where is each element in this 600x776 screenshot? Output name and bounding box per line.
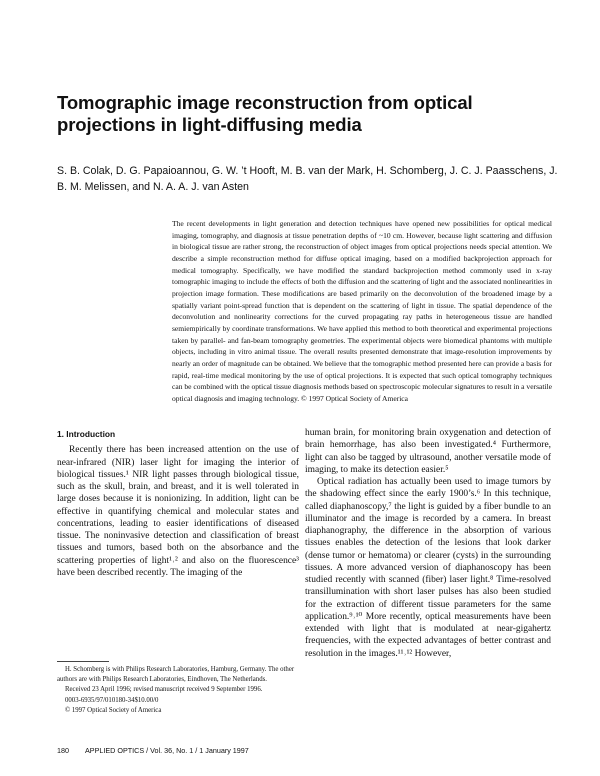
- body-paragraph: human brain, for monitoring brain oxygenation and detection of brain hemorrhage, has also been investigated.⁴ Furthermore, light can also be tagged by ultrasound, another versatile mode of imaging, to make its detection easier.⁵: [305, 428, 551, 475]
- left-column: [57, 428, 299, 579]
- running-footer: [57, 746, 357, 755]
- body-paragraph: Recently there has been increased attention on the use of near-infrared (NIR) laser light for imaging the interior of biological tissues.¹ NIR light passes through biological tissue, such as the skull, brain, and breast, and it is well tolerated in large doses because it is nonionizing. In addition, light can be effective in quantifying chemical and molecular states and concentrations, leading to easier identifications of diseased tissue. The noninvasive detection and classification of breast tissues and tumors, based both on the absorbance and the scattering properties of light¹˒² and also on the fluorescence³ have been described recently. The imaging of the: [57, 445, 299, 578]
- footnote-copyright: © 1997 Optical Society of America: [65, 706, 162, 714]
- abstract: The recent developments in light generation and detection techniques have opened new possibilities for optical medical imaging, tomography, and diagnosis at tissue penetration depths of ~10 cm. However, because light scattering and diffusion in biological tissue are rather strong, the reconstruction of object images from optical projections needs special attention. We describe a simple reconstruction method for diffuse optical imaging, based on a modified backprojection approach for medical tomography. Specifically, we have modified the standard backprojection method commonly used in x-ray tomographic imaging to include the effects of both the diffusion and the scattering of light and the associated nonlinearities in projection image formation. These modifications are based primarily on the deconvolution of the broadened image by a spatially variant point-spread function that is dependent on the scattering of light in tissue. The spatial dependence of the deconvolution and nonlinearity corrections for the curved propagating ray paths in heterogeneous tissue are handled semiempirically by coordinate transformations. We have applied this method to both theoretical and experimental projections taken by parallel- and fan-beam tomography geometries. The experimental objects were biomedical phantoms with multiple objects, including in vitro animal tissue. The overall results presented demonstrate that image-resolution improvements by nearly an order of magnitude can be obtained. We believe that the tomographic method presented here can provide a basis for rapid, real-time medical monitoring by the use of optical projections. It is expected that such optical tomography techniques can be combined with the optical tissue diagnosis methods based on spectroscopic molecular signatures to result in a versatile optical diagnosis and imaging technology. © 1997 Optical Society of America: [172, 219, 552, 403]
- section-heading: 1. Introduction: [57, 429, 116, 439]
- footnote-code: 0003-6935/97/010180-34$10.00/0: [65, 696, 159, 704]
- paper-title: Tomographic image reconstruction from optical projections in light-diffusing media: [57, 92, 473, 135]
- author-list: S. B. Colak, D. G. Papaioannou, G. W. ’t Hooft, M. B. van der Mark, H. Schomberg, J. C. J. Paasschens, J. B. M. Melissen, and N. A. A. J. van Asten: [57, 165, 558, 193]
- body-paragraph: Optical radiation has actually been used to image tumors by the shadowing effect since the early 1900’s.⁶ In this technique, called diaphanoscopy,⁷ the light is guided by a fiber bundle to an illuminator and the image is recorded by a camera. In breast diaphanography, the difference in the absorption of various tissues enables the detection of the lesions that look darker (dense tumor or hematoma) or clearer (cysts) in the surrounding tissues. A more advanced version of diaphanoscopy has been studied recently with scanned (fiber) laser light.⁸ Time-resolved transillumination with short laser pulses has also been studied for the extraction of different tissue parameters for the same application.⁹˒¹⁰ More recently, optical measurements have been extended with light that is modulated at near-gigahertz frequencies, with the expected advantages of better contrast and resolution in the images.¹¹˒¹² However,: [305, 477, 551, 659]
- page-number: 180: [57, 746, 69, 755]
- journal-citation: APPLIED OPTICS / Vol. 36, No. 1 / 1 January 1997: [85, 746, 249, 755]
- right-column: [305, 427, 551, 660]
- footnotes: [57, 665, 297, 716]
- footnote-affiliation: H. Schomberg is with Philips Research Laboratories, Hamburg, Germany. The other authors are with Philips Research Laboratories, Eindhoven, The Netherlands.: [57, 666, 295, 684]
- footnote-received: Received 23 April 1996; revised manuscript received 9 September 1996.: [65, 686, 263, 694]
- footnote-divider: [57, 661, 109, 662]
